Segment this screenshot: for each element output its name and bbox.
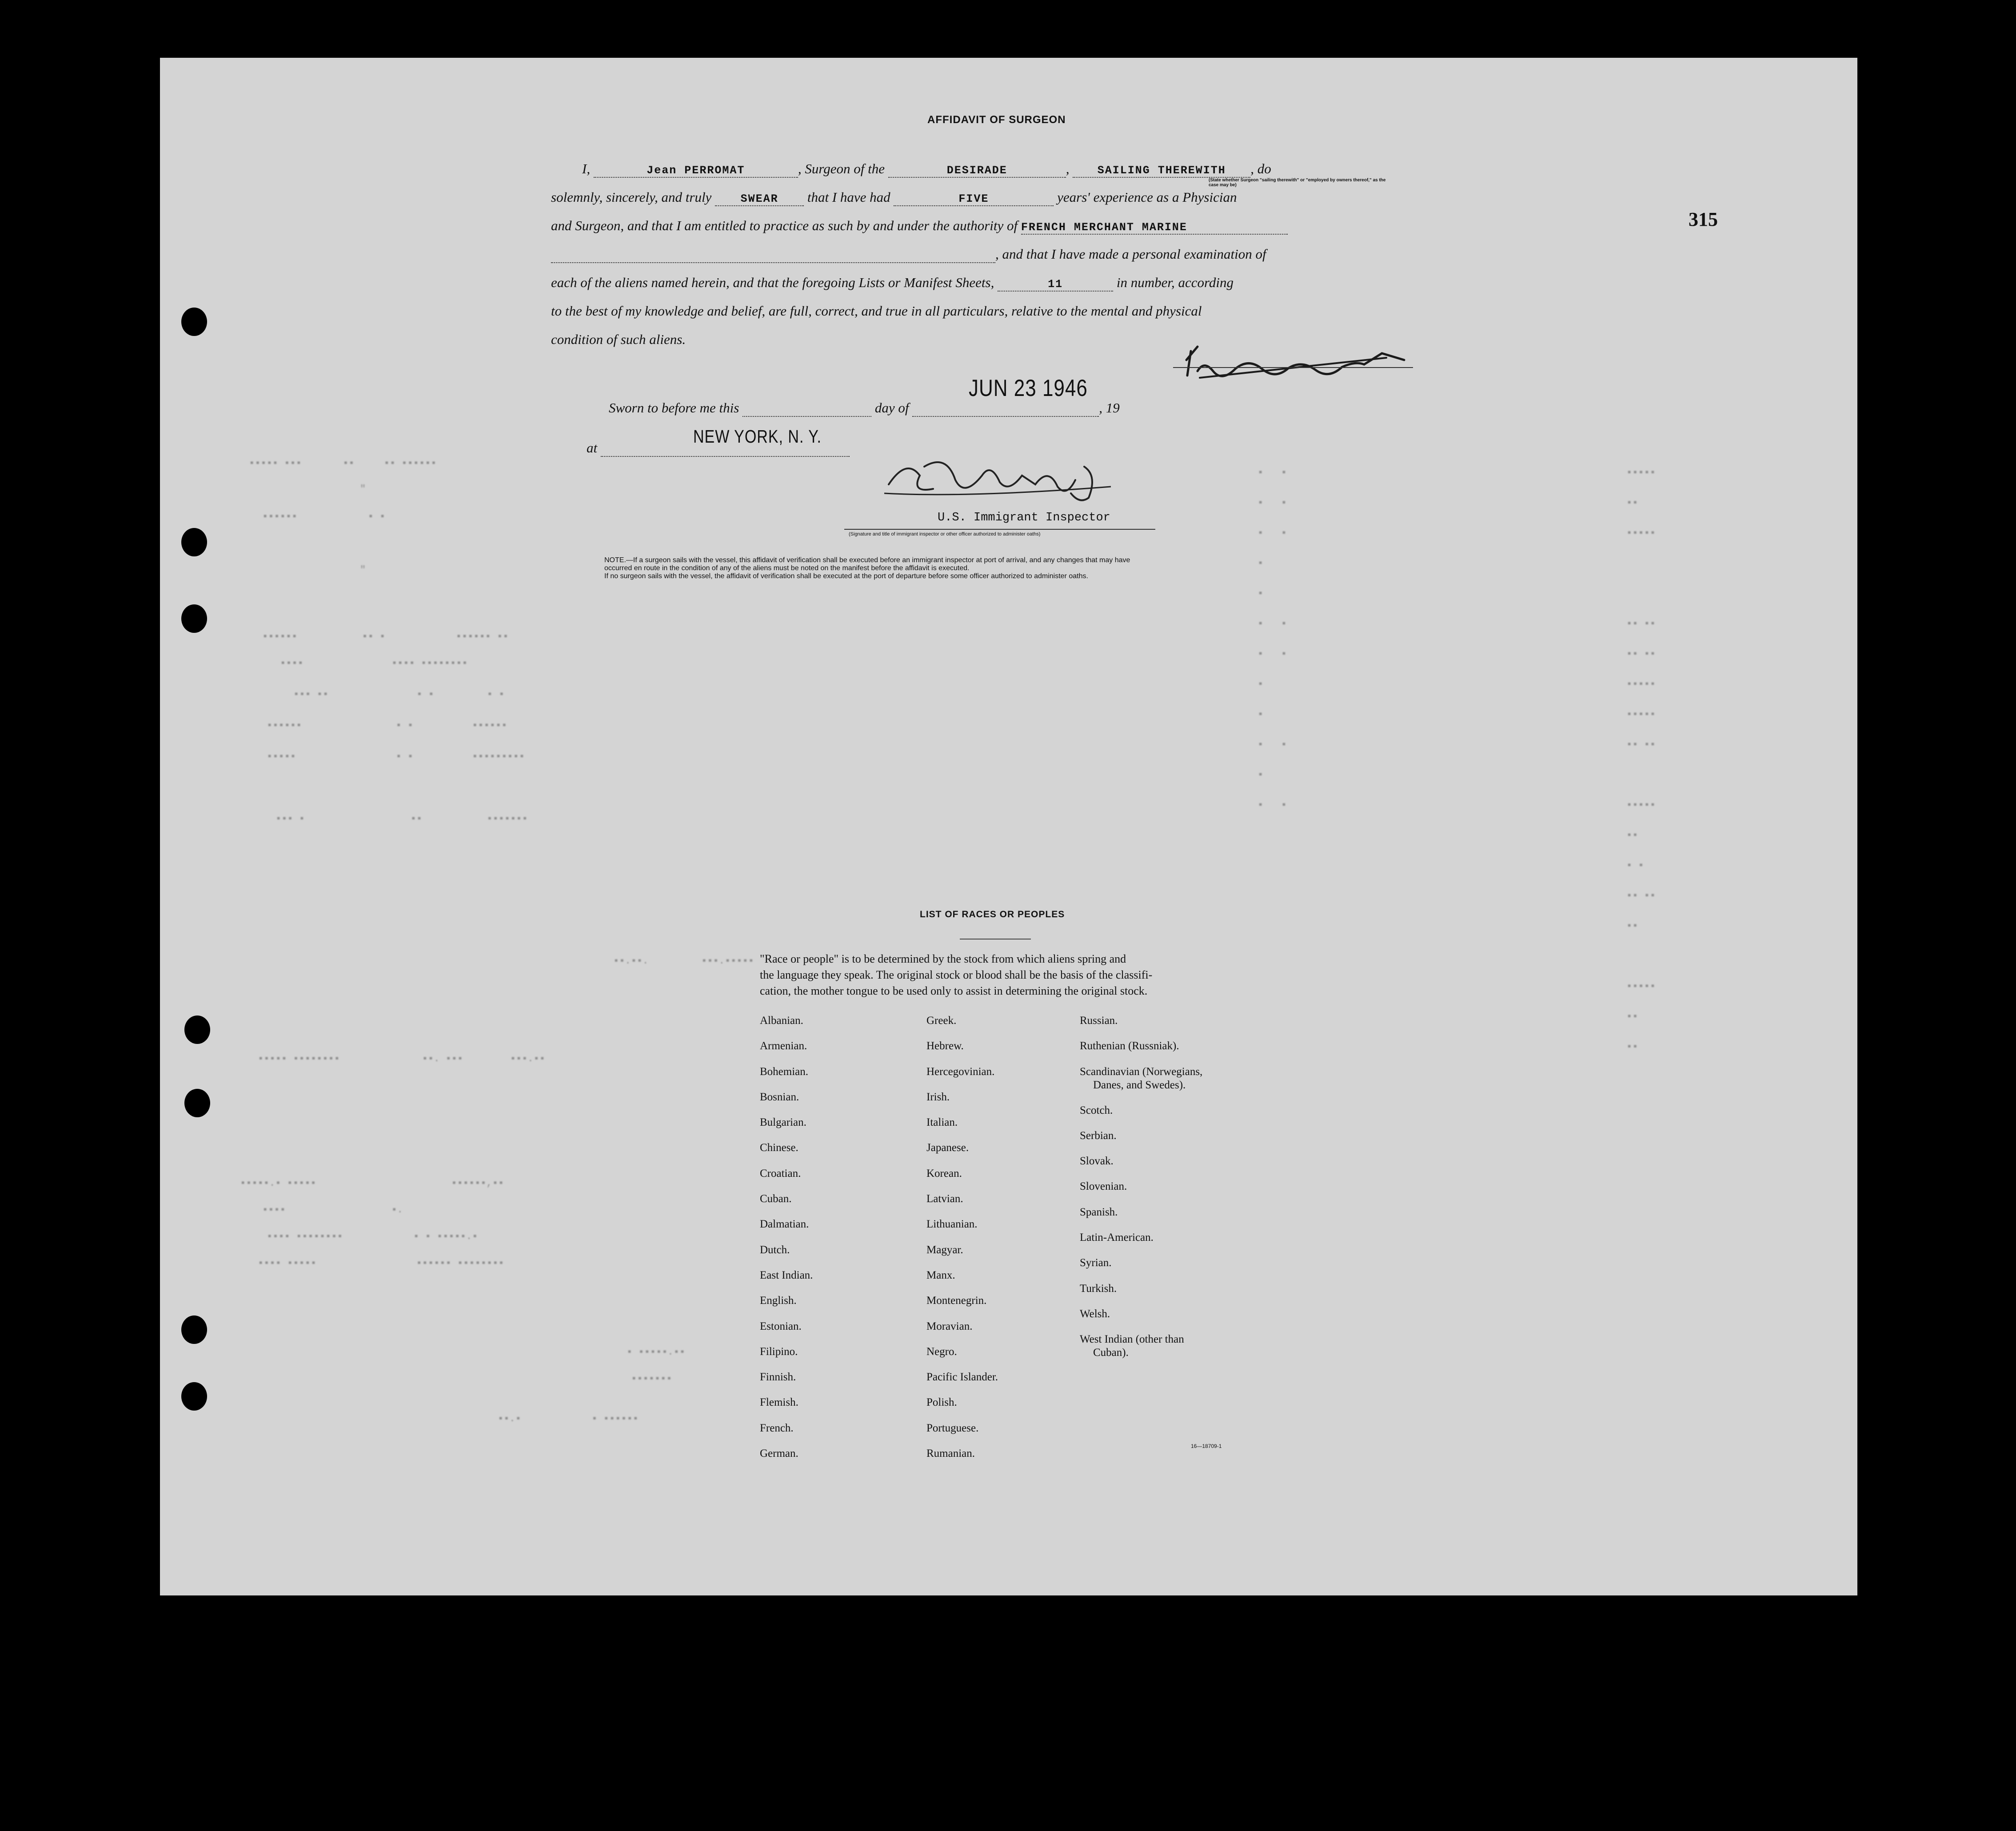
- ghost-row: ": [360, 564, 366, 576]
- pronoun-i: I,: [582, 161, 591, 176]
- each-aliens-text: each of the aliens named herein, and that the foregoing Lists or Manifest Sheets,: [551, 275, 994, 290]
- race-item: Slovenian.: [1080, 1180, 1127, 1193]
- race-item: Manx.: [926, 1269, 955, 1281]
- race-item: Cuban).: [1093, 1347, 1129, 1359]
- race-item: Flemish.: [760, 1396, 798, 1409]
- manifest-sheet: [160, 58, 1857, 1595]
- note-line-2: occurred en route in the condition of any of the aliens must be noted on the manifest before the affidavit is executed.: [604, 564, 970, 572]
- ghost-row: ▪▪.▪▪. ▪▪▪.▪▪▪▪▪: [613, 955, 754, 967]
- race-item: Cuban.: [760, 1193, 792, 1205]
- race-item: Scotch.: [1080, 1104, 1113, 1116]
- race-item: Italian.: [926, 1116, 958, 1129]
- race-item: Estonian.: [760, 1320, 802, 1332]
- race-item: Dutch.: [760, 1243, 790, 1256]
- ghost-row: ▪▪▪ ▪ ▪▪ ▪▪▪▪▪▪▪: [275, 813, 528, 824]
- race-item: Japanese.: [926, 1142, 969, 1154]
- ghost-row: ▪▪▪▪ ▪▪▪▪ ▪▪▪▪▪▪▪▪: [280, 658, 468, 669]
- ghost-row: ▪▪▪▪ ▪▪▪▪▪ ▪▪▪▪▪▪ ▪▪▪▪▪▪▪▪: [258, 1258, 504, 1269]
- race-item: Bosnian.: [760, 1091, 799, 1103]
- races-title: LIST OF RACES OR PEOPLES: [920, 909, 1065, 919]
- race-item: Hebrew.: [926, 1040, 964, 1052]
- races-column-2: [926, 1008, 998, 1466]
- sheet-count: 11: [998, 278, 1113, 292]
- race-item: Rumanian.: [926, 1447, 975, 1460]
- race-item: Latvian.: [926, 1193, 963, 1205]
- binder-hole: [181, 604, 207, 633]
- surgeon-of-text: , Surgeon of the: [798, 161, 885, 176]
- at-text: at: [587, 440, 598, 456]
- race-item: Slovak.: [1080, 1155, 1114, 1167]
- binder-hole: [181, 528, 207, 556]
- ghost-row: ▪▪▪▪▪ ▪▪▪▪▪▪▪▪ ▪▪. ▪▪▪ ▪▪▪.▪▪: [258, 1053, 545, 1064]
- note-line-3: If no surgeon sails with the vessel, the affidavit of verification shall be executed at the port of departure before some officer authorized to administer oaths.: [604, 572, 1088, 580]
- ghost-row: ": [360, 484, 366, 495]
- page-number: 315: [1689, 208, 1718, 230]
- inspector-title: U.S. Immigrant Inspector: [938, 511, 1110, 524]
- race-item: Filipino.: [760, 1345, 798, 1358]
- sailing-note: (State whether Surgeon "sailing therewith" or "employed by owners thereof," as the case may be): [1209, 178, 1386, 188]
- race-item: West Indian (other than: [1080, 1333, 1184, 1346]
- ghost-row: ▪▪.▪ ▪ ▪▪▪▪▪▪: [498, 1413, 639, 1424]
- binder-hole: [184, 1089, 210, 1117]
- years-count: FIVE: [894, 192, 1054, 206]
- race-item: Pacific Islander.: [926, 1371, 998, 1383]
- ghost-row: ▪▪▪▪▪▪▪: [631, 1373, 672, 1384]
- ghost-column-right: ▪▪▪▪▪ ▪▪ ▪▪▪▪▪ ▪▪ ▪▪ ▪▪ ▪▪ ▪▪▪▪▪ ▪▪▪▪▪ ▪▪ ▪▪ ▪▪▪▪▪ ▪▪ ▪ ▪ ▪▪ ▪▪ ▪▪ ▪▪▪▪▪ ▪▪ ▪▪: [1626, 467, 1656, 1052]
- ghost-row: ▪▪▪ ▪▪ ▪ ▪ ▪ ▪: [293, 689, 505, 700]
- race-item: Armenian.: [760, 1040, 807, 1052]
- place-stamp: NEW YORK, N. Y.: [693, 427, 822, 447]
- oath-word: SWEAR: [715, 192, 804, 206]
- races-column-1: [760, 1008, 813, 1466]
- race-item: Montenegrin.: [926, 1295, 987, 1307]
- race-item: Bohemian.: [760, 1065, 809, 1078]
- race-item: Greek.: [926, 1015, 957, 1027]
- authority-text: and Surgeon, and that I am entitled to practice as such by and under the authority of: [551, 218, 1018, 233]
- race-item: Finnish.: [760, 1371, 796, 1383]
- race-item: French.: [760, 1422, 794, 1434]
- races-intro-3: cation, the mother tongue to be used only to assist in determining the original stock.: [760, 984, 1148, 997]
- inspector-caption: (Signature and title of immigrant inspector or other officer authorized to administer oaths): [849, 532, 1041, 537]
- vessel-name: DESIRADE: [888, 164, 1066, 178]
- binder-hole: [181, 1315, 207, 1344]
- ghost-column-mid: ▪ ▪ ▪ ▪ ▪ ▪ ▪ ▪ ▪ ▪ ▪ ▪ ▪ ▪ ▪ ▪ ▪ ▪ ▪: [1258, 467, 1287, 811]
- races-intro-1: "Race or people" is to be determined by the stock from which aliens spring and: [760, 952, 1126, 965]
- solemnly-text: solemnly, sincerely, and truly: [551, 189, 712, 205]
- sailing-status: SAILING THEREWITH: [1073, 164, 1250, 178]
- ghost-row: ▪▪▪▪ ▪▪▪▪▪▪▪▪ ▪ ▪ ▪▪▪▪▪.▪: [267, 1231, 478, 1242]
- race-item: Korean.: [926, 1167, 962, 1179]
- note-line-1: NOTE.—If a surgeon sails with the vessel, this affidavit of verification shall be executed before an immigrant inspector at port of arrival, and any changes that may have: [604, 556, 1130, 564]
- race-item: Magyar.: [926, 1243, 963, 1256]
- affidavit-line-7: condition of such aliens.: [551, 332, 686, 347]
- do-text: , do: [1250, 161, 1271, 176]
- ghost-row: ▪▪▪▪▪ ▪ ▪ ▪▪▪▪▪▪▪▪▪: [267, 751, 525, 762]
- race-item: Danes, and Swedes).: [1093, 1079, 1186, 1091]
- race-item: Moravian.: [926, 1320, 973, 1332]
- examination-text: , and that I have made a personal examination of: [995, 246, 1266, 262]
- binder-hole: [181, 1382, 207, 1411]
- race-item: Hercegovinian.: [926, 1065, 995, 1078]
- day-of-text: day of: [874, 400, 909, 416]
- race-item: Ruthenian (Russniak).: [1080, 1040, 1179, 1052]
- race-item: East Indian.: [760, 1269, 813, 1281]
- ghost-row: ▪▪▪▪▪ ▪▪▪ ▪▪ ▪▪ ▪▪▪▪▪▪: [249, 458, 437, 469]
- ghost-row: ▪▪▪▪▪.▪ ▪▪▪▪▪ ▪▪▪▪▪▪,▪▪: [240, 1178, 504, 1189]
- comma-text: ,: [1066, 161, 1070, 176]
- race-item: Serbian.: [1080, 1129, 1117, 1142]
- have-had-text: that I have had: [807, 189, 890, 205]
- year-prefix-text: , 19: [1099, 400, 1120, 416]
- race-item: Bulgarian.: [760, 1116, 806, 1129]
- race-item: Russian.: [1080, 1015, 1118, 1027]
- race-item: Negro.: [926, 1345, 957, 1358]
- races-column-3: [1080, 1008, 1202, 1359]
- race-item: English.: [760, 1295, 797, 1307]
- date-stamp: JUN 23 1946: [969, 375, 1088, 401]
- race-item: Latin-American.: [1080, 1231, 1154, 1244]
- race-item: Chinese.: [760, 1142, 798, 1154]
- race-item: Scandinavian (Norwegians,: [1080, 1065, 1203, 1078]
- in-number-text: in number, according: [1116, 275, 1234, 290]
- ghost-row: ▪▪▪▪▪▪ ▪▪ ▪ ▪▪▪▪▪▪ ▪▪: [262, 631, 509, 642]
- binder-hole: [181, 308, 207, 336]
- ghost-row: ▪ ▪▪▪▪▪.▪▪: [627, 1347, 686, 1358]
- binder-hole: [184, 1015, 210, 1044]
- bleed-through-rows: [160, 58, 1857, 1595]
- race-item: Croatian.: [760, 1167, 801, 1179]
- race-item: Syrian.: [1080, 1257, 1112, 1269]
- surgeon-name: Jean PERROMAT: [594, 164, 798, 178]
- race-item: Albanian.: [760, 1015, 803, 1027]
- authority-name: FRENCH MERCHANT MARINE: [1021, 221, 1288, 235]
- race-item: Portuguese.: [926, 1422, 979, 1434]
- experience-text: years' experience as a Physician: [1057, 189, 1237, 205]
- race-item: Polish.: [926, 1396, 957, 1409]
- race-item: Welsh.: [1080, 1307, 1110, 1320]
- ghost-row: ▪▪▪▪▪▪ ▪ ▪: [262, 511, 386, 522]
- race-item: Spanish.: [1080, 1206, 1118, 1218]
- races-intro-2: the language they speak. The original stock or blood shall be the basis of the classifi-: [760, 968, 1153, 981]
- race-item: German.: [760, 1447, 798, 1460]
- race-item: Irish.: [926, 1091, 950, 1103]
- ghost-row: ▪▪▪▪▪▪ ▪ ▪ ▪▪▪▪▪▪: [267, 720, 507, 731]
- affidavit-line-6: to the best of my knowledge and belief, are full, correct, and true in all particulars, relative to the mental and physical: [551, 303, 1202, 319]
- race-item: Dalmatian.: [760, 1218, 809, 1231]
- form-code: 16—18709-1: [1191, 1443, 1222, 1449]
- sworn-text: Sworn to before me this: [609, 400, 739, 416]
- race-item: Turkish.: [1080, 1282, 1117, 1295]
- races-intro: [760, 951, 1152, 999]
- ghost-row: ▪▪▪▪ ▪.: [262, 1204, 403, 1215]
- race-item: Lithuanian.: [926, 1218, 978, 1231]
- affidavit-title: AFFIDAVIT OF SURGEON: [927, 114, 1066, 126]
